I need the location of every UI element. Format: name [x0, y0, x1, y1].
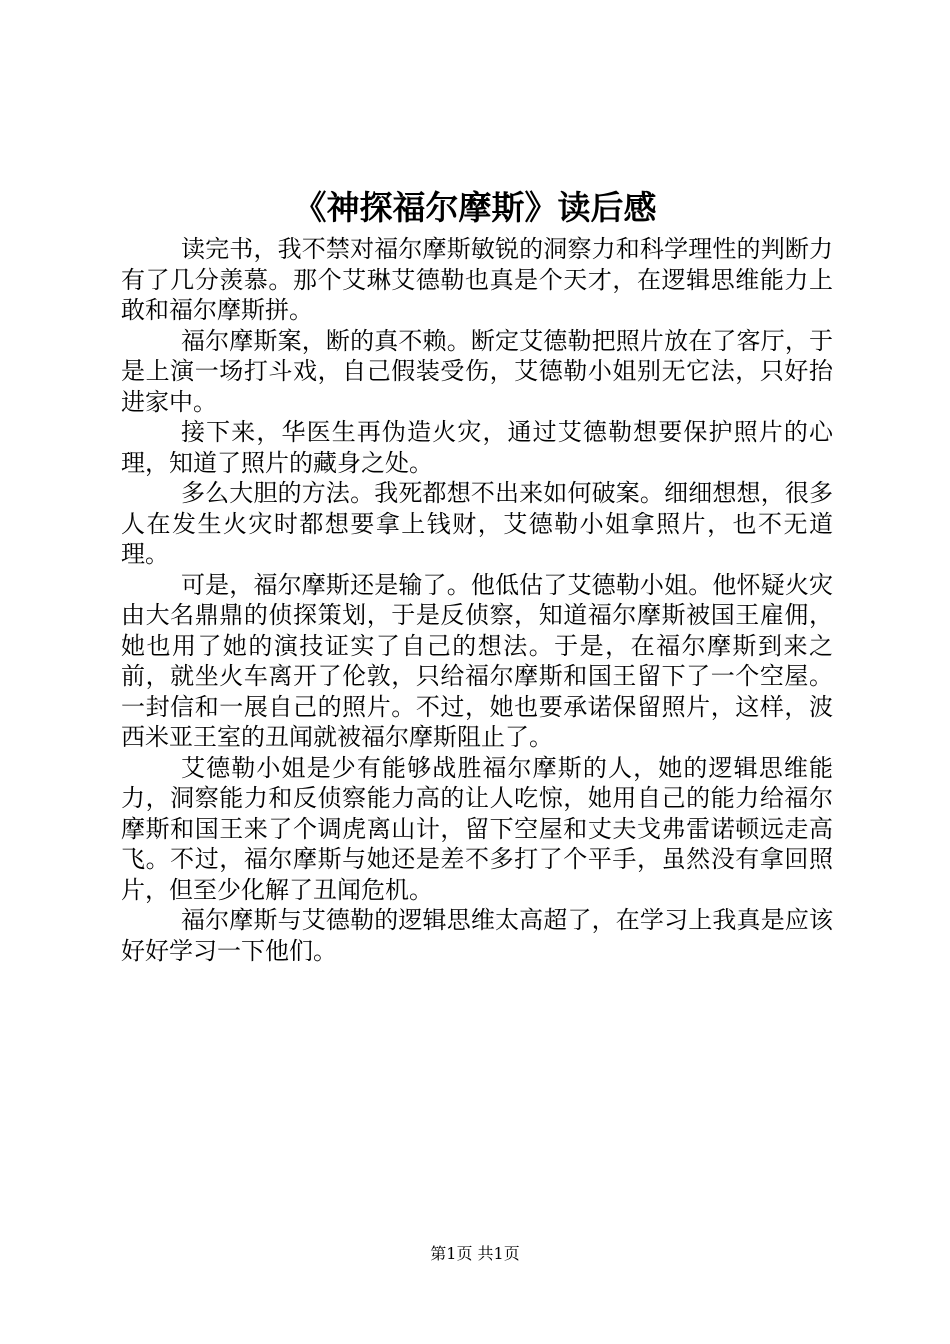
paragraph-3: 接下来，华医生再伪造火灾，通过艾德勒想要保护照片的心理，知道了照片的藏身之处。 — [121, 418, 833, 477]
paragraph-5: 可是，福尔摩斯还是输了。他低估了艾德勒小姐。他怀疑火灾由大名鼎鼎的侦探策划，于是反侦察，知道福尔摩斯被国王雇佣，她也用了她的演技证实了自己的想法。于是，在福尔摩斯到来之前，就坐火车离开了伦敦，只给福尔摩斯和国王留下了一个空屋。一封信和一展自己的照片。不过，她也要承诺保留照片，这样，波西米亚王室的丑闻就被福尔摩斯阻止了。 — [121, 570, 833, 751]
paragraph-4: 多么大胆的方法。我死都想不出来如何破案。细细想想，很多人在发生火灾时都想要拿上钱财，艾德勒小姐拿照片，也不无道理。 — [121, 479, 833, 568]
paragraph-2: 福尔摩斯案，断的真不赖。断定艾德勒把照片放在了客厅，于是上演一场打斗戏，自己假装受伤，艾德勒小姐别无它法，只好抬进家中。 — [121, 326, 833, 416]
paragraph-6: 艾德勒小姐是少有能够战胜福尔摩斯的人，她的逻辑思维能力，洞察能力和反侦察能力高的让人吃惊，她用自己的能力给福尔摩斯和国王来了个调虎离山计，留下空屋和丈夫戈弗雷诺顿远走高飞。不过，福尔摩斯与她还是差不多打了个平手，虽然没有拿回照片，但至少化解了丑闻危机。 — [121, 753, 833, 904]
document-title: 《神探福尔摩斯》读后感 — [293, 188, 657, 227]
document-body — [121, 234, 833, 966]
paragraph-1: 读完书，我不禁对福尔摩斯敏锐的洞察力和科学理性的判断力有了几分羡慕。那个艾琳艾德勒也真是个天才，在逻辑思维能力上敢和福尔摩斯拼。 — [121, 235, 833, 324]
paragraph-7: 福尔摩斯与艾德勒的逻辑思维太高超了，在学习上我真是应该好好学习一下他们。 — [121, 906, 833, 965]
page-number-footer: 第1页 共1页 — [430, 1244, 520, 1263]
